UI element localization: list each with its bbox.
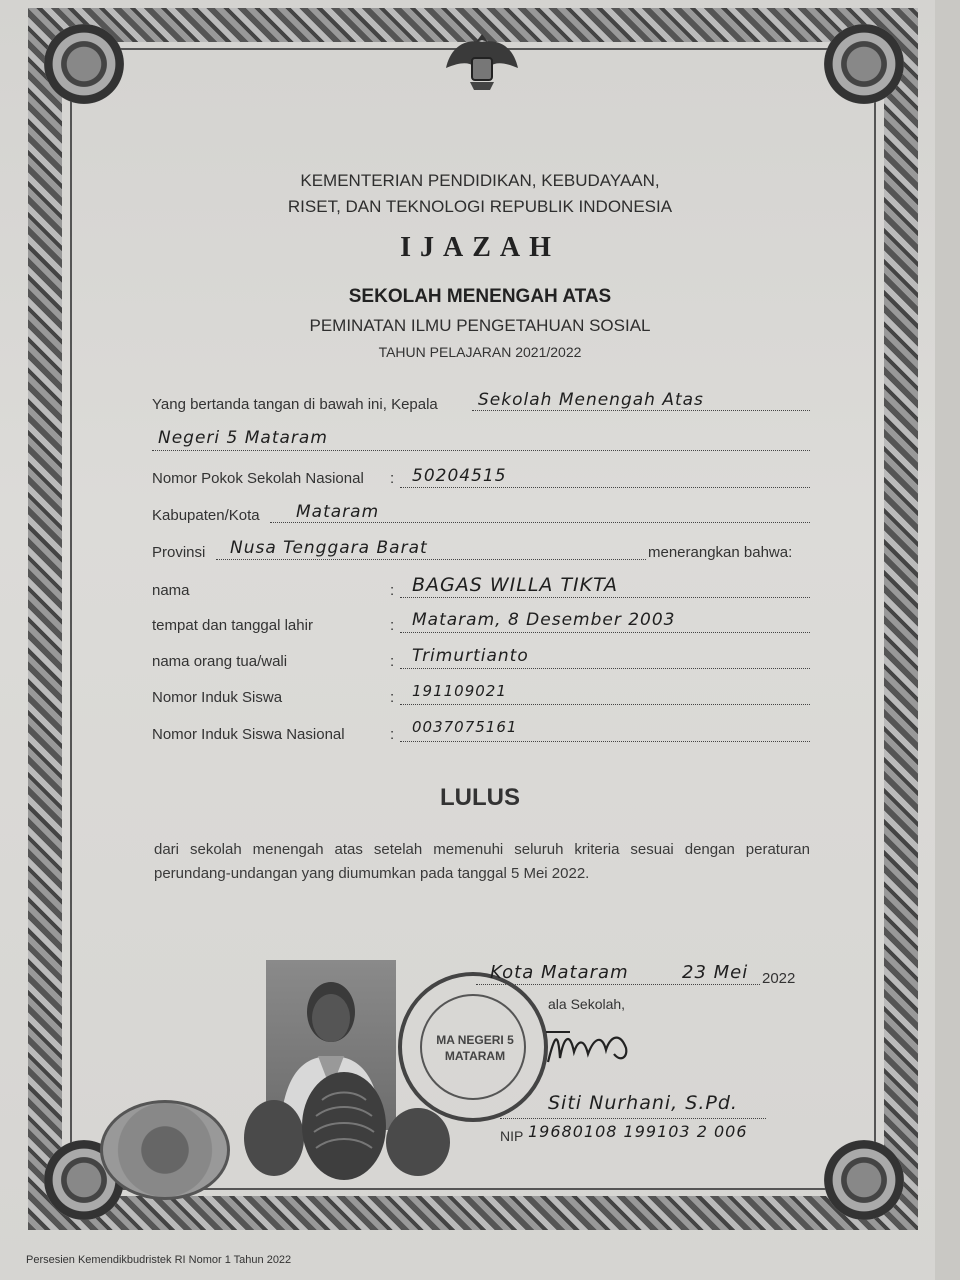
colon: : [390, 653, 395, 670]
stamp-text [422, 1032, 528, 1064]
nis-label: Nomor Induk Siswa [152, 689, 283, 706]
provinsi-label: Provinsi [152, 544, 206, 561]
menerangkan-text: menerangkan bahwa: [648, 544, 793, 561]
npsn-value: 50204515 [412, 466, 507, 486]
npsn-label: Nomor Pokok Sekolah Nasional [152, 470, 364, 487]
stamp-line-2: MATARAM [444, 1049, 506, 1063]
signature-year: 2022 [762, 970, 796, 987]
dotted-line [400, 487, 810, 488]
ortu-label: nama orang tua/wali [152, 653, 288, 670]
nama-label: nama [152, 582, 190, 599]
dotted-line [476, 984, 760, 985]
corner-ornament-top-right [824, 24, 904, 104]
footer-text: Persesien Kemendikbudristek RI Nomor 1 Tahun 2022 [26, 1254, 292, 1266]
kepala-value-2: Negeri 5 Mataram [158, 428, 328, 448]
peminatan: PEMINATAN ILMU PENGETAHUAN SOSIAL [309, 316, 651, 335]
dotted-line [400, 741, 810, 742]
kabupaten-value: Mataram [296, 502, 380, 522]
nisn-value: 0037075161 [412, 718, 518, 736]
ortu-value: Trimurtianto [412, 646, 529, 666]
academic-year: TAHUN PELAJARAN 2021/2022 [378, 344, 582, 360]
ttl-value: Mataram, 8 Desember 2003 [412, 610, 676, 630]
nama-value: BAGAS WILLA TIKTA [412, 574, 618, 596]
document-title: IJAZAH [400, 232, 560, 263]
nip-value: 19680108 199103 2 006 [528, 1122, 748, 1141]
dotted-line [400, 668, 810, 669]
corner-ornament-top-left [44, 24, 124, 104]
nisn-label: Nomor Induk Siswa Nasional [152, 726, 345, 743]
provinsi-value: Nusa Tenggara Barat [230, 538, 428, 558]
ministry-line-1: KEMENTERIAN PENDIDIKAN, KEBUDAYAAN, [300, 171, 660, 190]
colon: : [390, 617, 395, 634]
corner-ornament-bottom-right [824, 1140, 904, 1220]
dotted-line [472, 410, 810, 411]
colon: : [390, 582, 395, 599]
dotted-line [152, 450, 810, 451]
dotted-line [500, 1118, 766, 1119]
colon: : [390, 726, 395, 743]
ministry-line-2: RISET, DAN TEKNOLOGI REPUBLIK INDONESIA [287, 197, 673, 216]
garuda-emblem-icon [442, 28, 522, 98]
kepala-value-1: Sekolah Menengah Atas [478, 390, 704, 410]
signature-role: ala Sekolah, [548, 996, 626, 1012]
signer-name-handwritten: Siti Nurhani, S.Pd. [548, 1092, 738, 1114]
signature-icon [540, 1018, 640, 1074]
dotted-line [216, 559, 646, 560]
ministry-seal [100, 1100, 230, 1200]
stamp-inner-ring [420, 994, 526, 1100]
dotted-line [400, 632, 810, 633]
school-level: SEKOLAH MENENGAH ATAS [348, 286, 612, 307]
dotted-line [270, 522, 810, 523]
stamp-line-1: MA NEGERI 5 [436, 1033, 514, 1047]
ministry-name [0, 168, 960, 220]
kepala-label: Yang bertanda tangan di bawah ini, Kepala [152, 396, 438, 413]
nip-label: NIP [500, 1128, 524, 1144]
school-stamp [398, 972, 548, 1122]
ttl-label: tempat dan tanggal lahir [152, 617, 313, 634]
statement-text: dari sekolah menengah atas setelah memenuhi seluruh kriteria sesuai dengan peraturan perundang-undangan yang diumumkan pada tanggal 5 Mei 2022. [154, 841, 810, 882]
place-handwritten: Kota Mataram [490, 962, 629, 983]
colon: : [390, 470, 395, 487]
status-lulus: LULUS [440, 784, 520, 811]
kabupaten-label: Kabupaten/Kota [152, 507, 260, 524]
dotted-line [400, 704, 810, 705]
nis-value: 191109021 [412, 682, 507, 700]
colon: : [390, 689, 395, 706]
dotted-line [400, 597, 810, 598]
date-handwritten: 23 Mei [682, 962, 749, 983]
